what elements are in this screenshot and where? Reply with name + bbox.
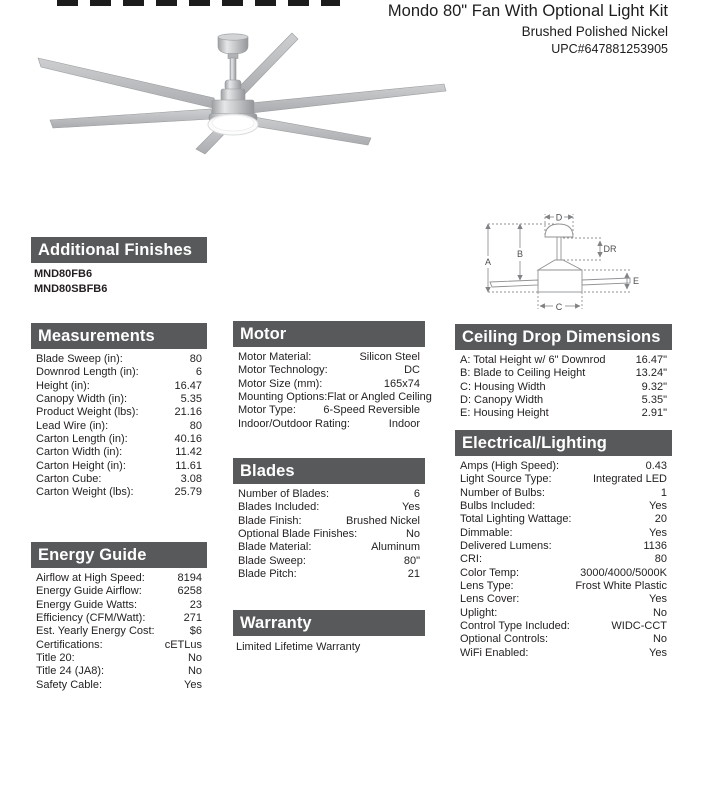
finishes-list	[31, 263, 207, 296]
spec-value: No	[405, 528, 420, 541]
spec-row	[233, 541, 425, 554]
spec-label: Lens Cover:	[460, 593, 520, 606]
spec-label: A: Total Height w/ 6" Downrod	[460, 354, 606, 366]
spec-row	[31, 380, 207, 393]
spec-row	[455, 620, 672, 633]
spec-label: Blade Sweep:	[238, 554, 306, 567]
finish-item: MND80FB6	[34, 268, 93, 280]
spec-value: Frost White Plastic	[575, 580, 667, 593]
spec-value: 21.16	[174, 406, 202, 419]
spec-value: 6258	[177, 585, 202, 598]
spec-row	[455, 553, 672, 566]
spec-label: Blades Included:	[238, 501, 320, 514]
electrical-lighting-header: Electrical/Lighting	[455, 430, 672, 456]
dim-label-e: E	[632, 276, 640, 286]
spec-value: Flat or Angled Ceiling	[327, 391, 432, 404]
ceiling-drop-header: Ceiling Drop Dimensions	[455, 324, 672, 350]
section-electrical-lighting	[455, 430, 672, 660]
section-warranty	[233, 610, 425, 654]
spec-value: DC	[404, 364, 420, 377]
spec-row	[31, 393, 207, 406]
spec-value: 9.32"	[641, 380, 667, 393]
blades-table	[233, 484, 425, 581]
spec-value: No	[187, 652, 202, 665]
spec-label: Delivered Lumens:	[460, 540, 552, 553]
spec-label: Efficiency (CFM/Watt):	[36, 612, 146, 625]
dim-label-c: C	[555, 302, 563, 312]
spec-value: Silicon Steel	[359, 351, 420, 363]
spec-row	[233, 418, 425, 431]
spec-row	[455, 394, 672, 407]
spec-row	[31, 486, 207, 499]
spec-value: 40.16	[174, 433, 202, 446]
spec-value: No	[187, 665, 202, 678]
spec-label: Light Source Type:	[460, 473, 552, 486]
spec-label: Carton Width (in):	[36, 446, 123, 459]
section-measurements	[31, 323, 207, 500]
spec-value: 1	[660, 486, 667, 499]
spec-row	[31, 625, 207, 638]
spec-label: Carton Cube:	[36, 473, 102, 486]
spec-row	[455, 527, 672, 540]
spec-value: 80"	[403, 554, 420, 567]
spec-label: Lens Type:	[460, 580, 514, 593]
spec-label: Motor Technology:	[238, 364, 328, 377]
spec-label: Control Type Included:	[460, 620, 570, 633]
spec-label: Energy Guide Airflow:	[36, 585, 142, 598]
spec-row	[233, 351, 425, 364]
spec-value: 11.42	[175, 446, 202, 459]
spec-label: Bulbs Included:	[460, 500, 536, 513]
fan-product-image	[30, 20, 470, 210]
spec-value: Yes	[649, 526, 667, 539]
spec-row	[455, 607, 672, 620]
spec-row	[31, 665, 207, 678]
spec-value: 5.35"	[641, 394, 667, 407]
spec-value: 165x74	[383, 377, 420, 390]
spec-label: Amps (High Speed):	[460, 460, 560, 472]
spec-value: Aluminum	[371, 541, 420, 554]
spec-value: Yes	[649, 500, 667, 513]
spec-row	[233, 488, 425, 501]
spec-row	[455, 580, 672, 593]
spec-value: 6	[195, 366, 202, 379]
measurements-table	[31, 349, 207, 500]
spec-row	[31, 446, 207, 459]
spec-label: Mounting Options:	[238, 391, 328, 404]
section-motor	[233, 321, 432, 431]
spec-label: Total Lighting Wattage:	[460, 513, 572, 526]
spec-row	[455, 407, 672, 420]
spec-label: Indoor/Outdoor Rating:	[238, 417, 350, 430]
dimension-diagram	[460, 194, 670, 324]
spec-value: Yes	[402, 501, 420, 514]
spec-label: Airflow at High Speed:	[36, 572, 145, 584]
spec-label: Carton Weight (lbs):	[36, 486, 134, 499]
spec-row	[455, 473, 672, 486]
spec-value: Indoor	[388, 417, 420, 430]
spec-value: Brushed Nickel	[346, 514, 420, 527]
spec-label: Title 24 (JA8):	[36, 665, 105, 678]
spec-value: 80	[654, 553, 667, 566]
spec-value: 3000/4000/5000K	[580, 566, 667, 579]
energy-guide-table	[31, 568, 207, 692]
spec-row	[31, 585, 207, 598]
spec-row	[455, 513, 672, 526]
spec-label: Height (in):	[36, 379, 90, 392]
spec-row	[31, 406, 207, 419]
spec-label: Motor Material:	[238, 351, 312, 363]
spec-value: No	[652, 633, 667, 646]
spec-value: Yes	[649, 646, 667, 659]
fan-light-kit	[208, 114, 258, 135]
spec-row	[31, 366, 207, 379]
spec-row	[455, 633, 672, 646]
spec-label: Color Temp:	[460, 566, 520, 579]
dim-label-d: D	[555, 212, 563, 223]
spec-value: 16.47"	[635, 354, 667, 366]
spec-row	[455, 647, 672, 660]
spec-row	[233, 515, 425, 528]
spec-label: Dimmable:	[460, 526, 513, 539]
spec-row	[233, 391, 432, 404]
spec-value: 1136	[643, 540, 667, 553]
motor-header: Motor	[233, 321, 425, 347]
spec-row	[455, 593, 672, 606]
spec-label: Carton Height (in):	[36, 459, 126, 472]
motor-table	[233, 347, 432, 431]
product-upc: UPC#647881253905	[551, 42, 668, 56]
spec-label: Blade Pitch:	[238, 568, 297, 581]
spec-row	[455, 354, 672, 367]
spec-value: 11.61	[175, 459, 202, 472]
ceiling-drop-table	[455, 350, 672, 421]
spec-row	[455, 367, 672, 380]
spec-row	[233, 404, 425, 417]
spec-row	[31, 639, 207, 652]
spec-label: Blade Finish:	[238, 514, 302, 527]
spec-value: 80	[189, 353, 202, 365]
spec-value: 6	[413, 488, 420, 500]
spec-label: Energy Guide Watts:	[36, 598, 138, 611]
spec-row	[31, 599, 207, 612]
section-ceiling-drop-dimensions	[455, 324, 672, 421]
spec-value: $6	[189, 625, 202, 638]
spec-value: Yes	[649, 593, 667, 606]
spec-value: Integrated LED	[593, 473, 667, 486]
warranty-text: Limited Lifetime Warranty	[236, 641, 361, 653]
additional-finishes-header: Additional Finishes	[31, 237, 207, 263]
spec-label: Downrod Length (in):	[36, 366, 139, 379]
spec-label: Carton Length (in):	[36, 433, 128, 446]
spec-row	[31, 612, 207, 625]
spec-label: Motor Size (mm):	[238, 377, 323, 390]
section-blades	[233, 458, 425, 581]
spec-row	[233, 378, 425, 391]
product-title: Mondo 80" Fan With Optional Light Kit	[387, 2, 668, 20]
dim-label-a: A	[484, 257, 492, 267]
spec-row	[455, 460, 672, 473]
spec-row	[233, 568, 425, 581]
electrical-lighting-table	[455, 456, 672, 660]
spec-value: 2.91"	[641, 407, 667, 420]
spec-value: 271	[183, 612, 202, 625]
spec-value: cETLus	[164, 638, 202, 651]
spec-label: Lead Wire (in):	[36, 419, 109, 432]
section-energy-guide	[31, 542, 207, 692]
spec-label: CRI:	[460, 553, 482, 566]
spec-row	[31, 473, 207, 486]
section-additional-finishes	[31, 237, 207, 296]
spec-value: 16.47	[174, 379, 202, 392]
spec-value: 13.24"	[635, 367, 667, 380]
spec-row	[31, 572, 207, 585]
spec-value: 21	[407, 568, 420, 581]
spec-label: Number of Blades:	[238, 488, 330, 500]
spec-value: 5.35	[180, 393, 202, 406]
spec-label: Safety Cable:	[36, 678, 103, 691]
spec-label: Blade Sweep (in):	[36, 353, 123, 365]
spec-label: Optional Controls:	[460, 633, 549, 646]
spec-value: 0.43	[645, 460, 667, 472]
spec-row	[233, 555, 425, 568]
spec-value: 8194	[177, 572, 202, 584]
spec-row	[455, 487, 672, 500]
spec-label: Optional Blade Finishes:	[238, 528, 358, 541]
spec-label: Title 20:	[36, 652, 75, 665]
spec-value: 20	[654, 513, 667, 526]
measurements-header: Measurements	[31, 323, 207, 349]
spec-label: Certifications:	[36, 638, 103, 651]
spec-value: 25.79	[174, 486, 202, 499]
spec-label: Uplight:	[460, 606, 498, 619]
spec-row	[455, 567, 672, 580]
spec-value: 6-Speed Reversible	[323, 404, 420, 417]
spec-value: WIDC-CCT	[611, 620, 667, 633]
spec-label: WiFi Enabled:	[460, 646, 529, 659]
spec-row	[233, 364, 425, 377]
dim-label-b: B	[516, 249, 524, 259]
spec-label: Number of Bulbs:	[460, 486, 545, 499]
spec-label: E: Housing Height	[460, 407, 549, 420]
spec-value: 23	[189, 598, 202, 611]
blades-header: Blades	[233, 458, 425, 484]
spec-value: 3.08	[180, 473, 202, 486]
spec-label: Blade Material:	[238, 541, 312, 554]
spec-row	[233, 528, 425, 541]
spec-value: Yes	[184, 678, 202, 691]
spec-label: B: Blade to Ceiling Height	[460, 367, 586, 380]
finish-item: MND80SBFB6	[34, 282, 108, 295]
spec-value: No	[652, 606, 667, 619]
spec-row	[233, 501, 425, 514]
cropped-brand-logo	[57, 0, 340, 6]
spec-row	[31, 679, 207, 692]
product-finish: Brushed Polished Nickel	[521, 24, 668, 39]
dim-label-dr: DR	[603, 244, 617, 254]
spec-row	[31, 652, 207, 665]
spec-label: D: Canopy Width	[460, 394, 544, 407]
energy-guide-header: Energy Guide	[31, 542, 207, 568]
spec-label: Motor Type:	[238, 404, 296, 417]
spec-value: 80	[189, 419, 202, 432]
spec-row	[455, 500, 672, 513]
warranty-header: Warranty	[233, 610, 425, 636]
spec-label: Canopy Width (in):	[36, 393, 128, 406]
spec-row	[31, 353, 207, 366]
spec-row	[455, 381, 672, 394]
spec-row	[455, 540, 672, 553]
spec-row	[31, 420, 207, 433]
spec-label: C: Housing Width	[460, 380, 546, 393]
spec-label: Est. Yearly Energy Cost:	[36, 625, 155, 638]
spec-label: Product Weight (lbs):	[36, 406, 139, 419]
spec-row	[31, 460, 207, 473]
spec-row	[31, 433, 207, 446]
